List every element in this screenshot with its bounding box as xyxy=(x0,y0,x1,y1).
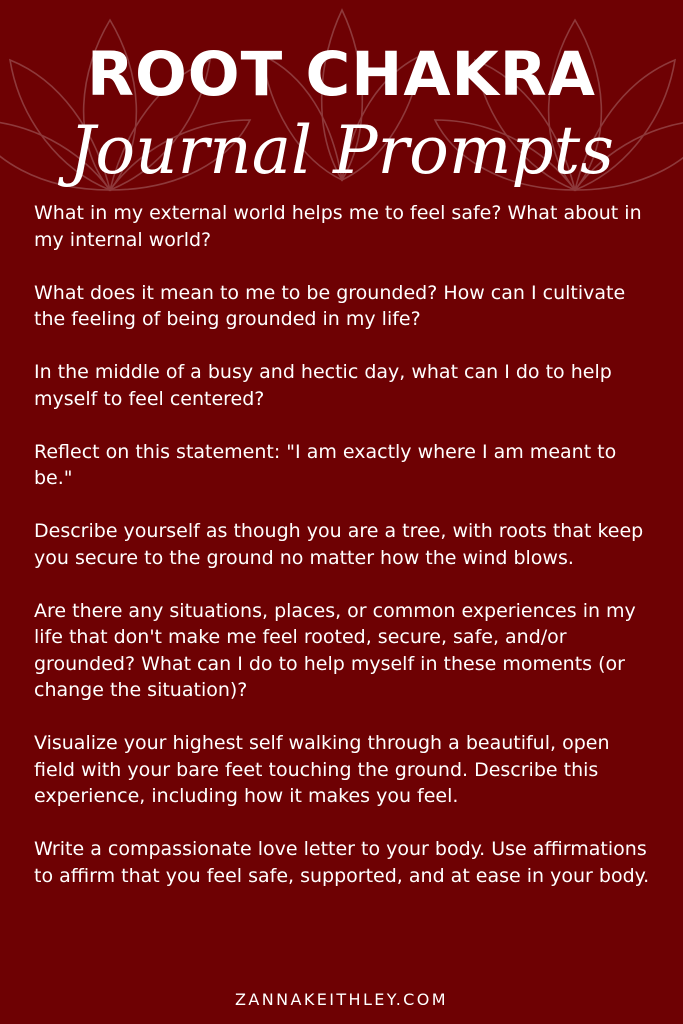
prompt-item: Visualize your highest self walking through a beautiful, open field with your bare feet touching the ground. Describe this experience, including how it makes you feel. xyxy=(34,732,610,807)
prompt-item: Reflect on this statement: "I am exactly where I am meant to be." xyxy=(34,440,617,489)
prompt-item: Write a compassionate love letter to your body. Use affirmations to affirm that you feel safe, supported, and at ease in your body. xyxy=(34,838,650,887)
page-subtitle: Journal Prompts xyxy=(68,112,615,189)
prompt-item: In the middle of a busy and hectic day, what can I do to help myself to feel centered? xyxy=(34,361,612,410)
prompt-item: Describe yourself as though you are a tree, with roots that keep you secure to the ground no matter how the wind blows. xyxy=(34,520,644,569)
prompt-item: Are there any situations, places, or common experiences in my life that don't make me feel rooted, secure, safe, and/or grounded? What can I do to help myself in these moments (or change the situation)? xyxy=(34,599,636,701)
prompt-item: What does it mean to me to be grounded? How can I cultivate the feeling of being grounded in my life? xyxy=(34,281,626,330)
prompt-item: What in my external world helps me to feel safe? What about in my internal world? xyxy=(34,202,642,251)
page-title: ROOT CHAKRA xyxy=(86,39,596,110)
prompt-list xyxy=(34,200,654,916)
website-footer: ZANNAKEITHLEY.COM xyxy=(235,990,448,1009)
